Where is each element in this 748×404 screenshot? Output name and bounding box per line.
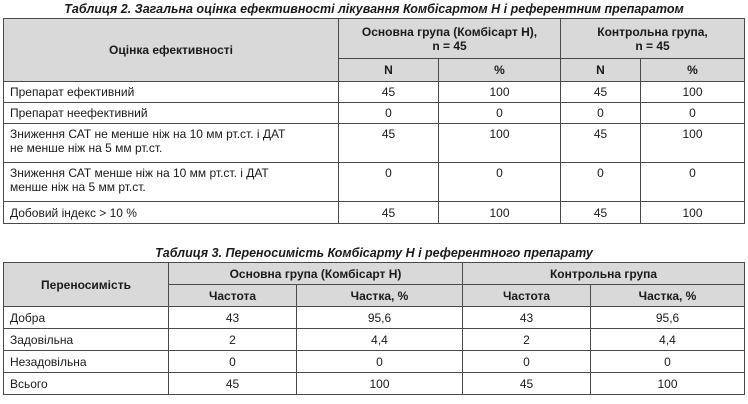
main-pct-cell: 100 (439, 202, 561, 224)
row-label-line1: Зниження САТ менше ніж на 10 мм рт.ст. і ДАТ (10, 166, 269, 180)
main-share-header: Частка, % (297, 285, 463, 307)
row-label: Всього (4, 373, 169, 395)
main-pct-cell: 0 (439, 103, 561, 124)
row-label (4, 163, 339, 202)
control-n-cell: 45 (561, 82, 641, 103)
row-label: Препарат неефективний (4, 103, 339, 124)
row-label-line2: менше ніж на 5 мм рт.ст. (10, 180, 146, 194)
table-row (4, 373, 745, 395)
tolerability-header-cell: Переносимість (4, 263, 169, 307)
efficacy-table (3, 18, 745, 224)
control-group-header-line1: Контрольна група, (597, 24, 708, 39)
main-share-cell: 4,4 (297, 329, 463, 351)
table2-caption: Таблиця 2. Загальна оцінка ефективності лікування Комбісартом Н і референтним препаратом (64, 2, 684, 16)
control-share-cell: 95,6 (591, 307, 745, 329)
table-row (4, 163, 745, 202)
main-group-header: Основна група (Комбісарт Н) (169, 263, 463, 285)
row-label (4, 124, 339, 163)
main-n-cell: 0 (339, 163, 439, 202)
control-freq-cell: 45 (463, 373, 591, 395)
control-pct-cell: 100 (641, 202, 745, 224)
control-n-cell: 0 (561, 163, 641, 202)
main-freq-header: Частота (169, 285, 297, 307)
main-n-cell: 45 (339, 124, 439, 163)
table3-caption: Таблиця 3. Переносимість Комбісарту Н і референтного препарату (155, 246, 593, 260)
main-pct-cell: 0 (439, 163, 561, 202)
table-row (4, 307, 745, 329)
control-group-header-line2: n = 45 (635, 38, 670, 53)
control-pct-cell: 100 (641, 124, 745, 163)
main-freq-cell: 0 (169, 351, 297, 373)
main-freq-cell: 45 (169, 373, 297, 395)
control-group-header (561, 19, 745, 59)
main-n-header: N (339, 59, 439, 82)
table-row (4, 351, 745, 373)
main-group-header (339, 19, 561, 59)
table-row (4, 329, 745, 351)
efficacy-header-cell: Оцінка ефективності (4, 19, 339, 82)
table-row (4, 202, 745, 224)
row-label: Препарат ефективний (4, 82, 339, 103)
control-pct-header: % (641, 59, 745, 82)
main-n-cell: 0 (339, 103, 439, 124)
main-pct-cell: 100 (439, 124, 561, 163)
main-group-header-line1: Основна група (Комбісарт Н), (361, 24, 538, 39)
table-row (4, 103, 745, 124)
main-n-cell: 45 (339, 82, 439, 103)
row-label-line2: не менше ніж на 5 мм рт.ст. (10, 141, 163, 155)
control-share-cell: 4,4 (591, 329, 745, 351)
control-n-cell: 0 (561, 103, 641, 124)
main-share-cell: 100 (297, 373, 463, 395)
main-freq-cell: 2 (169, 329, 297, 351)
control-freq-cell: 2 (463, 329, 591, 351)
main-pct-header: % (439, 59, 561, 82)
row-label: Задовільна (4, 329, 169, 351)
control-group-header: Контрольна група (463, 263, 745, 285)
control-freq-cell: 43 (463, 307, 591, 329)
main-share-cell: 0 (297, 351, 463, 373)
control-share-cell: 0 (591, 351, 745, 373)
control-pct-cell: 0 (641, 163, 745, 202)
control-share-cell: 100 (591, 373, 745, 395)
control-freq-header: Частота (463, 285, 591, 307)
control-n-cell: 45 (561, 202, 641, 224)
table-row (4, 124, 745, 163)
control-share-header: Частка, % (591, 285, 745, 307)
row-label: Незадовільна (4, 351, 169, 373)
main-n-cell: 45 (339, 202, 439, 224)
main-share-cell: 95,6 (297, 307, 463, 329)
control-n-header: N (561, 59, 641, 82)
row-label-line1: Зниження САТ не менше ніж на 10 мм рт.ст. і ДАТ (10, 127, 286, 141)
control-n-cell: 45 (561, 124, 641, 163)
tolerability-table (3, 262, 745, 395)
row-label: Добра (4, 307, 169, 329)
control-freq-cell: 0 (463, 351, 591, 373)
control-pct-cell: 100 (641, 82, 745, 103)
row-label: Добовий індекс > 10 % (4, 202, 339, 224)
table-row (4, 82, 745, 103)
main-freq-cell: 43 (169, 307, 297, 329)
main-pct-cell: 100 (439, 82, 561, 103)
control-pct-cell: 0 (641, 103, 745, 124)
main-group-header-line2: n = 45 (432, 38, 467, 53)
